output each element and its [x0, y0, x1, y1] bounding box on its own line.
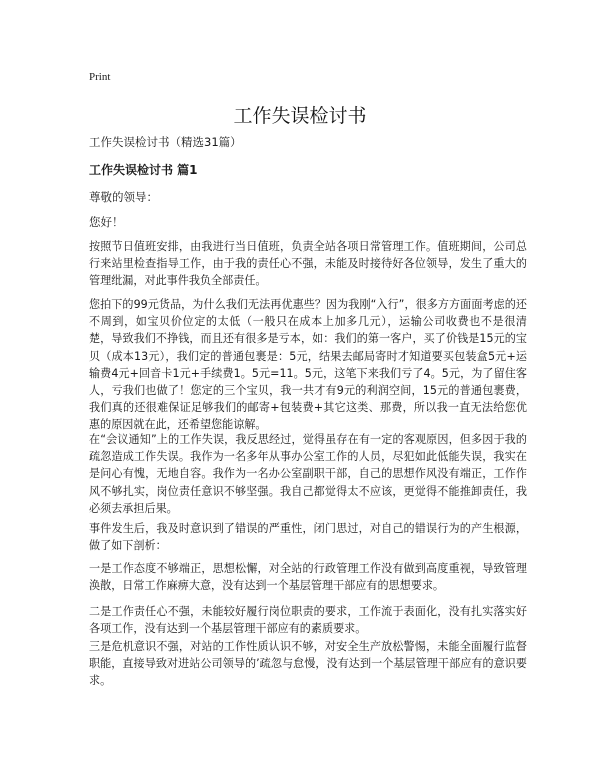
print-link[interactable]: Print — [89, 71, 111, 83]
paragraph-1: 按照节日值班安排，由我进行当日值班，负责全站各项日常管理工作。值班期间，公司总行来站里检查指导工作，由于我的责任心不强，未能及时接待好各位领导，发生了重大的管理纰漏，对此事件我负全部责任。 — [89, 240, 527, 288]
section-heading: 工作失误检讨书 篇1 — [89, 163, 198, 177]
paragraph-4: 事件发生后，我及时意识到了错误的严重性，闭门思过，对自己的错误行为的产生根源，做了如下剖析： — [89, 522, 527, 553]
paragraph-3: 在“会议通知”上的工作失误，我反思经过，觉得虽存在有一定的客观原因，但多因于我的疏忽造成工作失误。我作为一名多年从事办公室工作的人员，尽犯如此低能失误，我实在是问心有愧，无地自容。我作为一名办公室副职干部，自己的思想作风没有端正，工作作风不够扎实，岗位责任意识不够坚强。我自己都觉得太不应该，更觉得不能推卸责任，我必须去承担后果。 — [89, 433, 527, 515]
page-title: 工作失误检讨书 — [233, 105, 367, 127]
paragraph-7: 三是危机意识不强，对站的工作性质认识不够，对安全生产放松警惕，未能全面履行监督职能，直接导致对进站公司领导的’疏忽与怠慢，没有达到一个基层管理干部应有的意识要求。 — [89, 640, 527, 688]
paragraph-6: 二是工作责任心不强，未能较好履行岗位职责的要求，工作流于表面化，没有扎实落实好各项工作，没有达到一个基层管理干部应有的素质要求。 — [89, 605, 527, 636]
greeting: 您好！ — [89, 215, 124, 229]
salutation: 尊敬的领导： — [89, 190, 158, 204]
paragraph-5: 一是工作态度不够端正，思想松懈，对全站的行政管理工作没有做到高度重视，导致管理涣散，日常工作麻痹大意，没有达到一个基层管理干部应有的思想要求。 — [89, 562, 527, 593]
subtitle: 工作失误检讨书（精选31篇） — [89, 135, 242, 149]
paragraph-2: 您拍下的99元货品，为什么我们无法再优惠些？因为我刚“入行”，很多方方面面考虑的还不周到，如宝贝价位定的太低（一般只在成本上加多几元），运输公司收费也不是很清楚，导致我们不挣钱，而且还有很多是亏本，如：我们的第一客户，买了价钱是15元的宝贝（成本13元），我们定的普通包裹是：5元，结果去邮局寄时才知道要买包装盒5元+运输费4元+回音卡1元+手续费1。5元=11。5元，这笔下来我们亏了4。5元，为了留住客人，亏我们也做了！您定的三个宝贝，我一共才有9元的利润空间，15元的普通包裹费，我们真的还很难保证足够我们的邮寄+包装费+其它这类、那费，所以我一直无法给您优惠的原因就在此，还希望您能谅解。 — [89, 298, 527, 432]
